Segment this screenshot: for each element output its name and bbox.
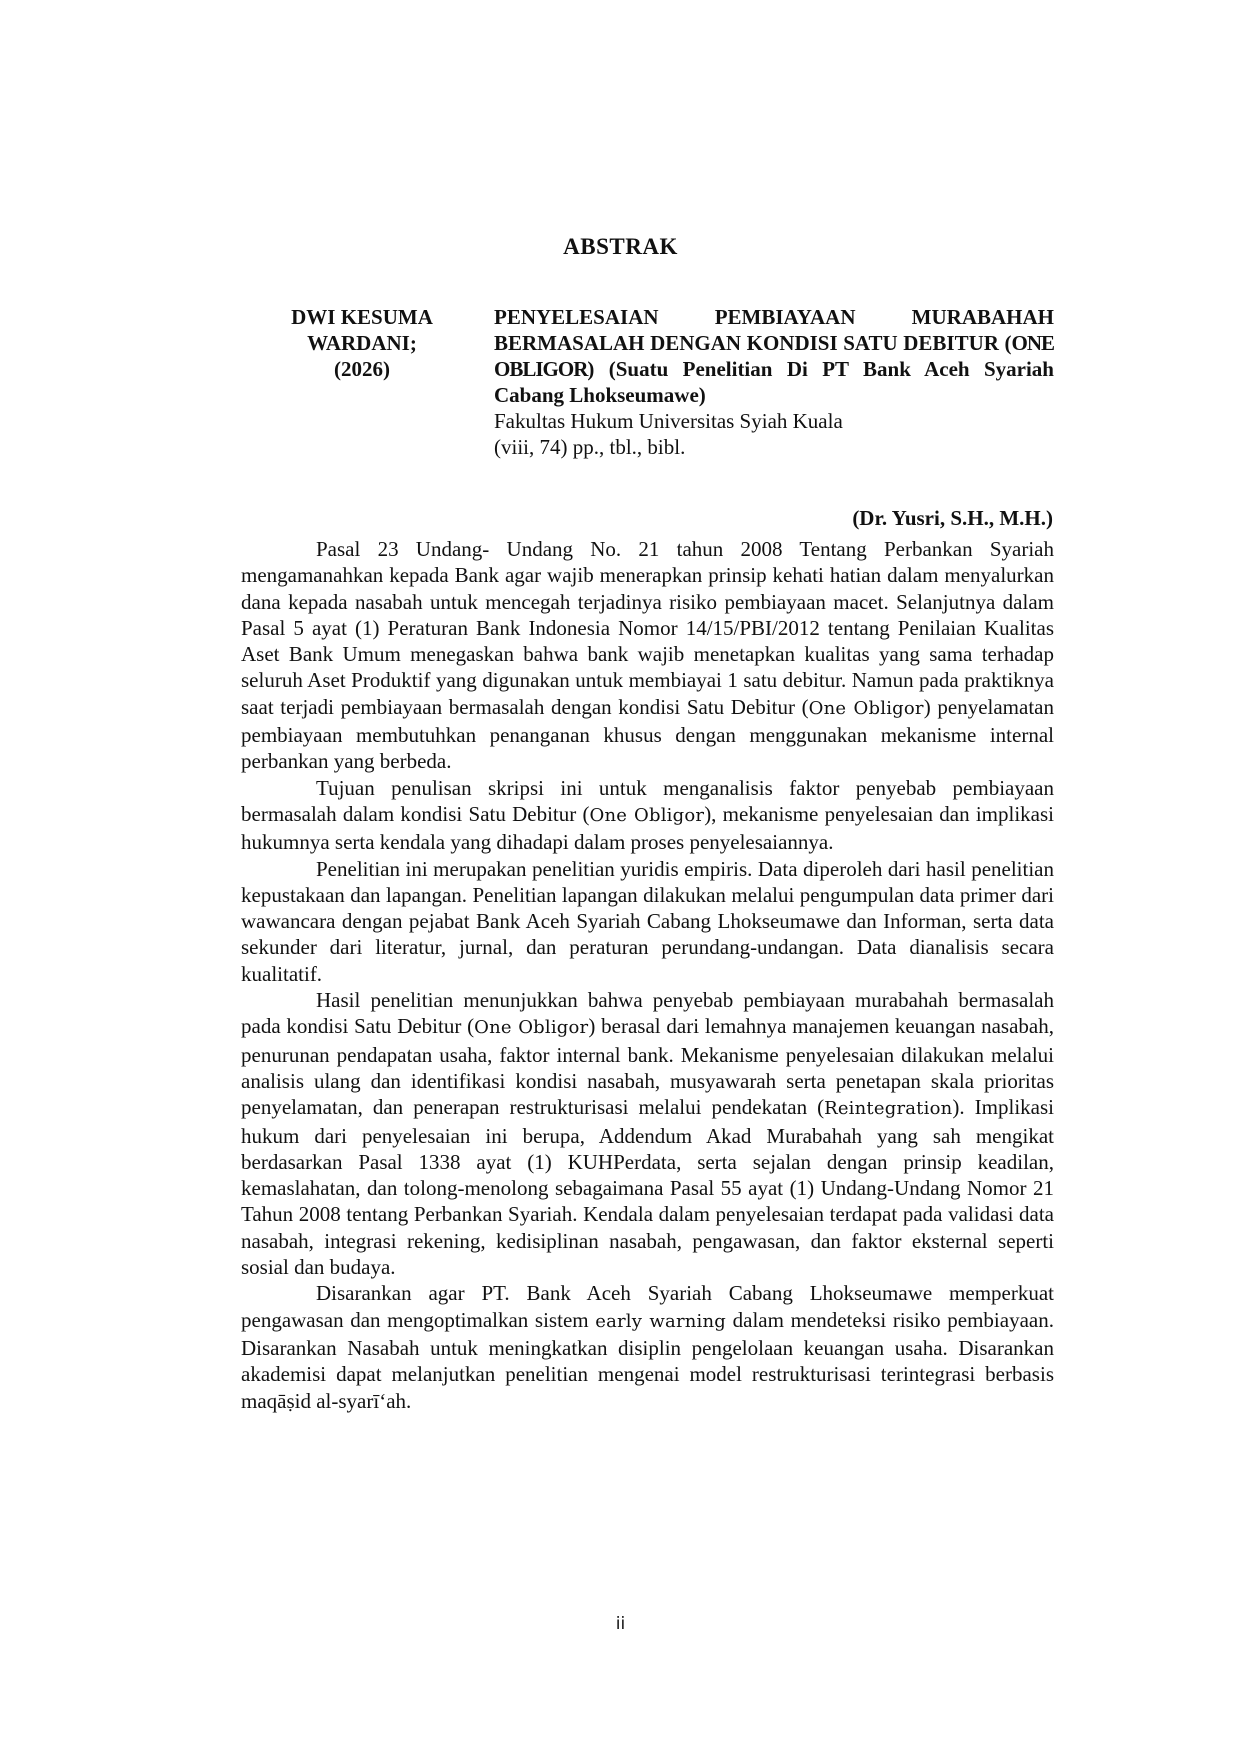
paragraph-text: ) penyelamatan pembiayaan membutuhkan penanganan khusus dengan menggunakan mekanisme internal perbankan yang berbeda. [241, 694, 1054, 774]
page-number: ii [615, 1614, 626, 1634]
foreign-term: early warning [595, 1310, 727, 1332]
paragraph-text: Hasil penelitian menunjukkan bahwa penyebab pembiayaan murabahah bermasalah pada kondisi Satu Debitur ( [241, 988, 1054, 1039]
faculty-line: Fakultas Hukum Universitas Syiah Kuala [494, 409, 843, 433]
thesis-title-part1: PENYELESAIAN PEMBIAYAAN MURABAHAH BERMASALAH DENGAN KONDISI SATU DEBITUR ( [494, 305, 1054, 355]
supervisor-name: (Dr. Yusri, S.H., M.H.) [852, 506, 1053, 530]
paragraph-recommendations [241, 1280, 1054, 1413]
foreign-term: One Obligor [589, 804, 705, 826]
paragraph-text: Tujuan penulisan skripsi ini untuk menganalisis faktor penyebab pembiayaan bermasalah dalam kondisi Satu Debitur ( [241, 775, 1054, 826]
abstract-heading: ABSTRAK [563, 234, 678, 259]
paragraph-objective [241, 775, 1054, 856]
paragraph-results [241, 987, 1054, 1280]
paragraph-text: Penelitian ini merupakan penelitian yuridis empiris. Data diperoleh dari hasil penelitian kepustakaan dan lapangan. Penelitian lapangan dilakukan melalui pengumpulan data primer dari wawancara dengan pejabat Bank Aceh Syariah Cabang Lhokseumawe dan Informan, serta data sekunder dari literatur, jurnal, dan peraturan perundang-undangan. Data dianalisis secara kualitatif. [241, 856, 1054, 986]
paragraph-background [241, 536, 1054, 775]
foreign-term: One Obligor [474, 1017, 589, 1039]
thesis-title-foreign-term: ONE OBLIGOR [494, 331, 1054, 381]
foreign-term: One Obligor [808, 697, 924, 719]
paragraph-text: Disarankan agar PT. Bank Aceh Syariah Cabang Lhokseumawe memperkuat pengawasan dan mengoptimalkan sistem [241, 1281, 1054, 1332]
pages-line: (viii, 74) pp., tbl., bibl. [494, 435, 686, 459]
thesis-title-part2: ) (Suatu Penelitian Di PT Bank Aceh Syariah Cabang Lhokseumawe) [494, 357, 1054, 407]
paragraph-text: Pasal 23 Undang- Undang No. 21 tahun 2008 Tentang Perbankan Syariah mengamanahkan kepada Bank agar wajib menerapkan prinsip kehati hatian dalam menyalurkan dana kepada nasabah untuk mencegah terjadinya risiko pembiayaan macet. Selanjutnya dalam Pasal 5 ayat (1) Peraturan Bank Indonesia Nomor 14/15/PBI/2012 tentang Penilaian Kualitas Aset Bank Umum menegaskan bahwa bank wajib menetapkan kualitas yang sama terhadap seluruh Aset Produktif yang digunakan untuk membiayai 1 satu debitur. Namun pada praktiknya saat terjadi pembiayaan bermasalah dengan kondisi Satu Debitur ( [241, 537, 1054, 719]
author-name-line2: WARDANI; [307, 331, 417, 355]
paragraph-text: ) berasal dari lemahnya manajemen keuangan nasabah, penurunan pendapatan usaha, faktor internal bank. Mekanisme penyelesaian dilakukan melalui analisis ulang dan identifikasi kondisi nasabah, musyawarah serta penetapan skala prioritas penyelamatan, dan penerapan restrukturisasi melalui pendekatan ( [241, 1014, 1054, 1120]
author-block [262, 304, 462, 382]
abstract-body [241, 536, 1054, 1414]
paragraph-method [241, 856, 1054, 987]
paragraph-text: dalam mendeteksi risiko pembiayaan. Disarankan Nasabah untuk meningkatkan disiplin pengelolaan keuangan usaha. Disarankan akademisi dapat melanjutkan penelitian mengenai model restrukturisasi terintegrasi berbasis maqāṣid al-syarī‘ah. [241, 1307, 1054, 1413]
author-name-line1: DWI KESUMA [291, 305, 433, 329]
foreign-term: Reintegration [824, 1098, 953, 1120]
paragraph-text: ). Implikasi hukum dari penyelesaian ini berupa, Addendum Akad Murabahah yang sah mengikat berdasarkan Pasal 1338 ayat (1) KUHPerdata, serta sejalan dengan prinsip keadilan, kemaslahatan, dan tolong-menolong sebagaimana Pasal 55 ayat (1) Undang-Undang Nomor 21 Tahun 2008 tentang Perbankan Syariah. Kendala dalam penyelesaian terdapat pada validasi data nasabah, integrasi rekening, kedisiplinan nasabah, pengawasan, dan faktor eksternal seperti sosial dan budaya. [241, 1095, 1054, 1280]
thesis-info [494, 304, 1054, 460]
author-year: (2026) [334, 357, 390, 381]
paragraph-text: ), mekanisme penyelesaian dan implikasi hukumnya serta kendala yang dihadapi dalam proses penyelesaiannya. [241, 801, 1054, 855]
thesis-title [494, 304, 1054, 408]
